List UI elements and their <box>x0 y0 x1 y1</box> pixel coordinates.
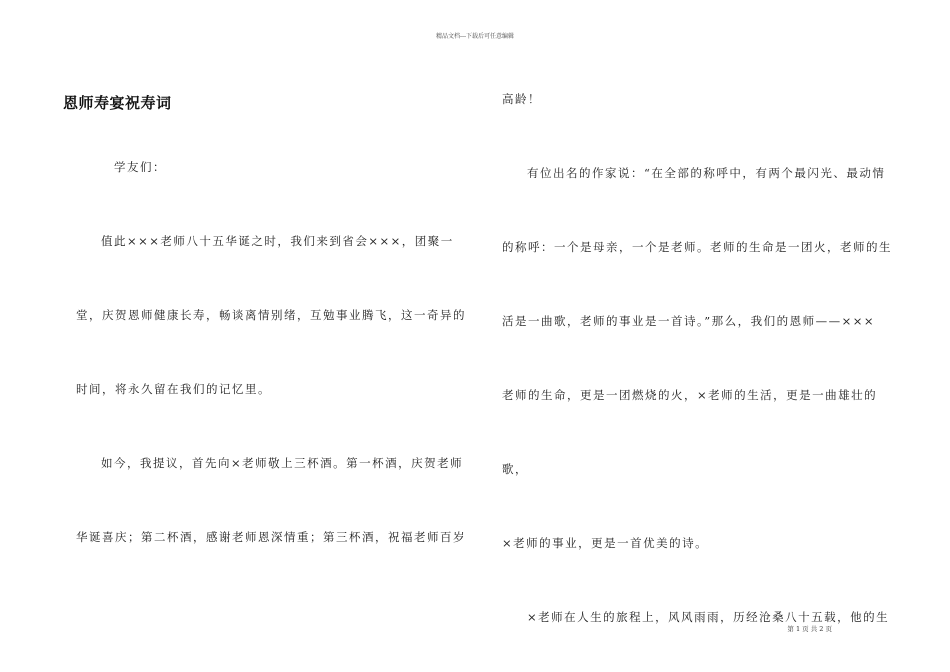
text-line: ×老师在人生的旅程上，风风雨雨，历经沧桑八十五载，他的生 <box>527 610 890 624</box>
text-line: 堂，庆贺恩师健康长寿，畅谈离情别绪，互勉事业腾飞，这一奇异的 <box>76 308 466 322</box>
paragraph-1 <box>76 204 471 426</box>
text-line: ×老师的事业，更是一首优美的诗。 <box>502 536 709 550</box>
page-header: 精品文档---下载后可任意编辑 <box>435 33 515 40</box>
text-line: 老师的生命，更是一团燃烧的火，×老师的生活，更是一曲雄壮的歌， <box>502 388 878 476</box>
text-line: 时间，将永久留在我们的记忆里。 <box>76 382 271 396</box>
text-line: 活是一曲歌，老师的事业是一首诗。”那么，我们的恩师——××× <box>502 314 876 328</box>
paragraph-3 <box>502 136 894 580</box>
paragraph-2 <box>76 426 471 574</box>
text-line: 如今，我提议，首先向×老师敬上三杯酒。第一杯酒，庆贺老师 <box>101 456 464 470</box>
text-line: 值此×××老师八十五华诞之时，我们来到省会×××，团聚一 <box>101 234 454 248</box>
text-line: 有位出名的作家说：“在全部的称呼中，有两个最闪光、最动情 <box>527 166 886 180</box>
left-column <box>76 130 471 574</box>
document-title: 恩师寿宴祝寿词 <box>63 94 172 112</box>
paragraph-4 <box>502 580 894 654</box>
greeting-line: 学友们： <box>114 160 166 174</box>
text-line: 华诞喜庆；第二杯酒，感谢老师恩深情重；第三杯酒，祝福老师百岁 <box>76 530 466 544</box>
paragraph-continuation: 高龄！ <box>502 92 541 106</box>
right-column <box>502 62 894 654</box>
text-line: 的称呼：一个是母亲，一个是老师。老师的生命是一团火，老师的生 <box>502 240 892 254</box>
page-footer: 第 1 页 共 2 页 <box>787 625 832 633</box>
